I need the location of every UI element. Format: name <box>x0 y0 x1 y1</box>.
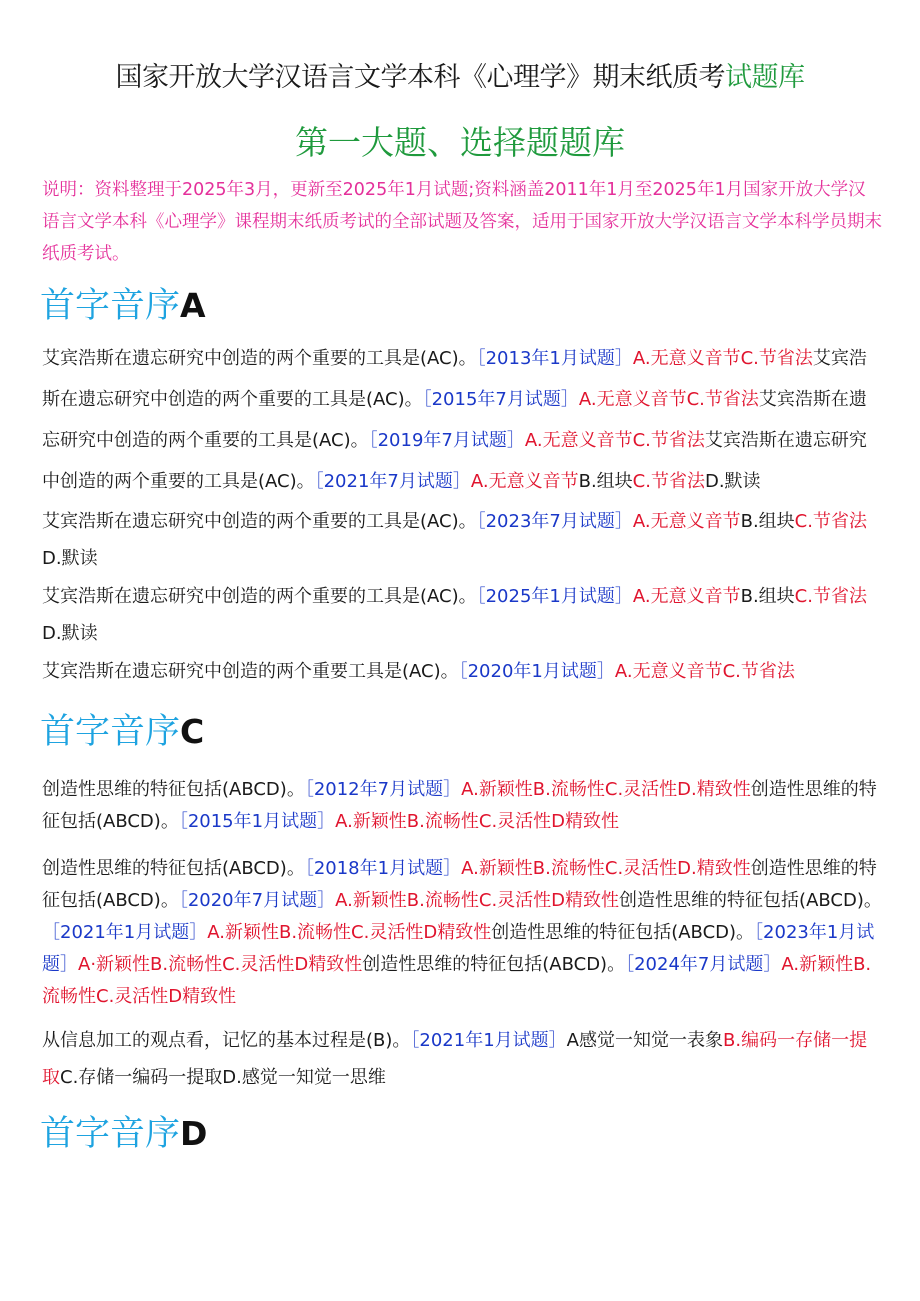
question-text: 从信息加工的观点看，记忆的基本过程是(B)。 <box>42 1030 411 1051</box>
exam-date-tag: ［2020年1月试题］ <box>458 661 615 682</box>
correct-answer: A.无意义音节 <box>632 586 741 607</box>
section-heading-letter: D <box>180 1114 208 1153</box>
correct-answer: A.新颖性B.流畅性C.灵活性D精致性 <box>335 811 620 832</box>
correct-answer: B.编码一存储一提取 <box>42 1030 868 1088</box>
document-title-main: 国家开放大学汉语言文学本科《心理学》期末纸质考 <box>115 62 725 93</box>
question-text: 创造性思维的特征包括(ABCD)。 <box>42 858 305 879</box>
correct-answer: A.无意义音节 <box>470 471 579 492</box>
section-heading-d <box>40 1112 207 1156</box>
question-text: 艾宾浩斯在遗忘研究中创造的两个重要的工具是(AC)。 <box>42 586 477 607</box>
question-text: D.默读 <box>42 623 98 644</box>
question-paragraph <box>42 1022 882 1096</box>
exam-date-tag: ［2023年7月试题］ <box>476 511 633 532</box>
correct-answer: A.新颖性B.流畅性C.灵活性D.精致性 <box>461 858 751 879</box>
question-paragraph <box>42 853 882 1013</box>
question-text: 创造性思维的特征包括(ABCD)。 <box>42 779 877 832</box>
correct-answer: A.无意义音节C.节省法 <box>632 348 813 369</box>
section-heading-letter: C <box>180 712 205 751</box>
exam-date-tag: ［2023年1月试题］ <box>42 922 875 975</box>
question-text: A感觉一知觉一表象 <box>566 1030 723 1051</box>
correct-answer: A.新颖性B.流畅性C.灵活性D精致性 <box>207 922 492 943</box>
exam-date-tag: ［2013年1月试题］ <box>476 348 633 369</box>
section-heading-label: 首字音序 <box>40 1114 181 1154</box>
section-heading-label: 首字音序 <box>40 286 181 326</box>
section-heading-c <box>40 710 204 754</box>
exam-date-tag: ［2021年1月试题］ <box>410 1030 567 1051</box>
exam-date-tag: ［2025年1月试题］ <box>476 586 633 607</box>
document-title <box>0 58 920 98</box>
question-text: C.存储一编码一提取D.感觉一知觉一思维 <box>60 1067 386 1088</box>
section-heading-a <box>40 284 206 328</box>
correct-answer: A.无意义音节C.节省法 <box>524 430 705 451</box>
question-text: 艾宾浩斯在遗忘研究中创造的两个重要工具是(AC)。 <box>42 661 459 682</box>
question-text: 创造性思维的特征包括(ABCD)。 <box>42 858 877 911</box>
question-text: D.默读 <box>42 548 98 569</box>
exam-date-tag: ［2021年1月试题］ <box>42 922 208 943</box>
correct-answer: A.新颖性B.流畅性C.灵活性D精致性 <box>42 954 872 1007</box>
correct-answer: A.新颖性B.流畅性C.灵活性D.精致性 <box>461 779 751 800</box>
document-title-accent: 试题库 <box>725 62 805 93</box>
exam-date-tag: ［2018年1月试题］ <box>304 858 462 879</box>
exam-date-tag: ［2012年7月试题］ <box>304 779 462 800</box>
exam-date-tag: ［2021年7月试题］ <box>314 471 471 492</box>
question-text: 艾宾浩斯在遗忘研究中创造的两个重要的工具是(AC)。 <box>42 348 477 369</box>
exam-date-tag: ［2015年7月试题］ <box>422 389 579 410</box>
question-text: 创造性思维的特征包括(ABCD)。 <box>362 954 626 975</box>
question-paragraph <box>42 503 882 577</box>
question-paragraph <box>42 338 882 502</box>
section-heading-label: 首字音序 <box>40 712 181 752</box>
exam-date-tag: ［2015年1月试题］ <box>178 811 336 832</box>
correct-answer: A·新颖性B.流畅性C.灵活性D精致性 <box>78 954 363 975</box>
exam-date-tag: ［2019年7月试题］ <box>368 430 525 451</box>
question-text: 创造性思维的特征包括(ABCD)。 <box>491 922 755 943</box>
question-paragraph <box>42 774 882 838</box>
question-text: 艾宾浩斯在遗忘研究中创造的两个重要的工具是(AC)。 <box>42 430 867 492</box>
correct-answer: A.无意义音节C.节省法 <box>614 661 795 682</box>
correct-answer: C.节省法 <box>632 471 705 492</box>
question-text: 创造性思维的特征包括(ABCD)。 <box>42 779 305 800</box>
question-text: B.组块 <box>740 586 795 607</box>
section-title: 第一大题、选择题题库 <box>295 123 625 162</box>
correct-answer: A.新颖性B.流畅性C.灵活性D精致性 <box>335 890 620 911</box>
exam-date-tag: ［2024年7月试题］ <box>625 954 782 975</box>
question-paragraph <box>42 653 882 690</box>
correct-answer: C.节省法 <box>794 586 867 607</box>
correct-answer: A.无意义音节C.节省法 <box>578 389 759 410</box>
exam-date-tag: ［2020年7月试题］ <box>178 890 336 911</box>
question-text: B.组块 <box>578 471 633 492</box>
correct-answer: C.节省法 <box>794 511 867 532</box>
intro-note: 说明：资料整理于2025年3月，更新至2025年1月试题;资料涵盖2011年1月至2025年1月国家开放大学汉语言文学本科《心理学》课程期末纸质考试的全部试题及答案，适用于国家开放大学汉语言文学本科学员期末纸质考试。 <box>42 180 882 264</box>
question-text: 艾宾浩斯在遗忘研究中创造的两个重要的工具是(AC)。 <box>42 511 477 532</box>
question-text: B.组块 <box>740 511 795 532</box>
section-heading-letter: A <box>180 286 206 325</box>
question-text: 艾宾浩斯在遗忘研究中创造的两个重要的工具是(AC)。 <box>42 348 867 410</box>
question-paragraph <box>42 578 882 652</box>
question-text: D.默读 <box>704 471 761 492</box>
question-text: 艾宾浩斯在遗忘研究中创造的两个重要的工具是(AC)。 <box>42 389 867 451</box>
correct-answer: A.无意义音节 <box>632 511 741 532</box>
question-text: 创造性思维的特征包括(ABCD)。 <box>619 890 882 911</box>
